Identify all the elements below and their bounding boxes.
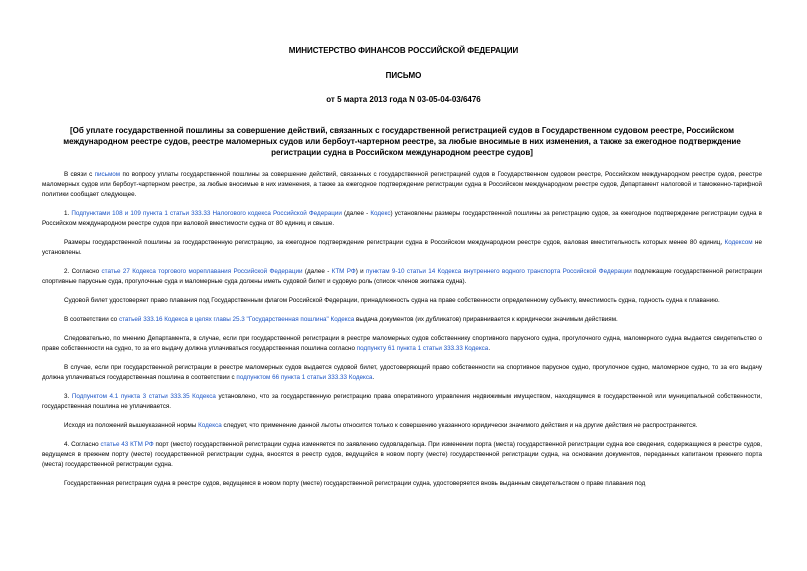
- paragraph-text: В случае, если при государственной регистрации в реестре маломерных судов выдается судовой билет, удостоверяющий право собственности на спортивное парусное судно, прогулочное судно, маломерное судно, то за его выдачу должна уплачиваться государственная пошлина в соответствии с: [42, 364, 762, 381]
- document-link[interactable]: пунктам 9-10 статьи 14 Кодекса внутреннего водного транспорта Российской Федерации: [366, 268, 632, 275]
- document-link[interactable]: статье 43 КТМ РФ: [100, 441, 154, 448]
- document-body: [42, 170, 762, 489]
- paragraph: [42, 392, 762, 412]
- paragraph: [42, 440, 762, 470]
- paragraph-text: выдача документов (их дубликатов) приравнивается к юридически значимым действиям.: [354, 316, 618, 323]
- paragraph-text: ) установлены размеры государственной пошлины за регистрацию судов, за ежегодное подтверждение регистрации судна в Российском международном реестре судов при валовой вместимости судна от 80 единиц и свыше.: [42, 210, 763, 227]
- paragraph-text: по вопросу уплаты государственной пошлины за совершение действий, связанных с государственной регистрацией судов в Государственном судовом реестре, Российском международном реестре судов, реестре маломерных судов или бербоут-чартерном реестре, за любые вносимые в них изменения, а также за ежегодное подтверждение регистрации судна в Российском международном реестре судов, Департамент налоговой и таможенно-тарифной политики сообщает следующее.: [42, 171, 762, 198]
- paragraph-text: следует, что применение данной льготы относится только к совершению указанного юридически значимого действия и на другие действия не распространяется.: [221, 422, 698, 429]
- paragraph-text: Размеры государственной пошлины за государственную регистрацию, за ежегодное подтверждение регистрации судна в Российском международном реестре судов, валовая вместительность которых менее 80 единиц,: [64, 239, 725, 246]
- paragraph: [42, 421, 762, 431]
- paragraph-text: Судовой билет удостоверяет право плавания под Государственным флагом Российской Федерации, принадлежность судна на праве собственности определенному субъекту, вместимость судна, годность судна к плаванию.: [64, 297, 720, 304]
- paragraph: [42, 238, 762, 258]
- paragraph: [42, 363, 762, 383]
- paragraph-text: 2. Согласно: [64, 268, 102, 275]
- paragraph-text: Исходя из положений вышеуказанной нормы: [64, 422, 199, 429]
- paragraph-text: порт (место) государственной регистрации судна изменяется по заявлению судовладельца. При изменении порта (места) государственной регистрации судна все сведения, содержащиеся в реестре судов, ведущемся в прежнем порту (месте) государственной регистрации судна, вносятся в реестр судов, ведущийся в новом порту (месте) государственной регистрации судна, на основании документов, переданных капитаном прежнего порта (места) государственной регистрации судна.: [42, 441, 763, 468]
- document-title: [Об уплате государственной пошлины за совершение действий, связанных с государственной регистрацией судов в Государственном судовом реестре, Российском международном реестре судов, реестре маломерных судов или бербоут-чартерном реестре, за любые вносимые в них изменения, а также за ежегодное подтверждение регистрации судна в Российском международном реестре судов]: [63, 126, 741, 157]
- document-link[interactable]: статьей 333.16 Кодекса в целях главы 25.3 "Государственная пошлина" Кодекса: [118, 316, 355, 323]
- paragraph-text: Государственная регистрация судна в реестре судов, ведущемся в новом порту (месте) государственной регистрации судна, удостоверяется вновь выданным свидетельством о праве плавания под: [64, 480, 646, 487]
- paragraph: [42, 315, 762, 325]
- document-type: ПИСЬМО: [385, 71, 422, 80]
- paragraph: [42, 296, 762, 306]
- paragraph-text: (далее -: [302, 268, 332, 275]
- paragraph: [42, 209, 762, 229]
- paragraph-text: .: [488, 345, 491, 352]
- paragraph-text: В соответствии со: [64, 316, 119, 323]
- paragraph: [42, 170, 762, 200]
- paragraph: [42, 267, 762, 287]
- document-link[interactable]: подпункту 61 пункта 1 статьи 333.33 Кодекса: [356, 345, 489, 352]
- paragraph-text: 4. Согласно: [64, 441, 101, 448]
- document-link[interactable]: письмом: [94, 171, 121, 178]
- document-link[interactable]: статье 27 Кодекса торгового мореплавания Российской Федерации: [101, 268, 303, 275]
- paragraph-text: 1.: [64, 210, 72, 217]
- paragraph-text: Следовательно, по мнению Департамента, в случае, если при государственной регистрации в реестре маломерных судов собственнику спортивного парусного судна, прогулочного судна, маломерного судна выдается свидетельство о праве собственности на судно, то за его выдачу должна уплачиваться государственная пошлина согласно: [42, 335, 762, 352]
- paragraph-text: установлено, что за государственную регистрацию права оперативного управления недвижимым имуществом, находящимся в государственной или муниципальной собственности, государственная пошлина не уплачивается.: [42, 393, 762, 410]
- paragraph-text: 3.: [64, 393, 72, 400]
- paragraph-text: не установлены.: [42, 239, 762, 256]
- document-link[interactable]: Кодекс: [370, 210, 391, 217]
- ministry-heading: МИНИСТЕРСТВО ФИНАНСОВ РОССИЙСКОЙ ФЕДЕРАЦИИ: [288, 46, 519, 55]
- paragraph-text: .: [372, 374, 375, 381]
- paragraph-text: ) и: [355, 268, 367, 275]
- document-link[interactable]: Подпунктом 4.1 пункта 3 статьи 333.35 Кодекса: [71, 393, 216, 400]
- document-link[interactable]: КТМ РФ: [331, 268, 356, 275]
- paragraph-text: В связи с: [64, 171, 95, 178]
- document-link[interactable]: подпунктом 66 пункта 1 статьи 333.33 Кодекса: [236, 374, 373, 381]
- document-link[interactable]: Кодексом: [724, 239, 753, 246]
- paragraph-text: (далее -: [341, 210, 371, 217]
- paragraph: [42, 334, 762, 354]
- paragraph: [42, 479, 762, 489]
- document-link[interactable]: Подпунктами 108 и 109 пункта 1 статьи 333.33 Налогового кодекса Российской Федерации: [71, 210, 342, 217]
- document-link[interactable]: Кодекса: [198, 422, 222, 429]
- document-date-number: от 5 марта 2013 года N 03-05-04-03/6476: [326, 95, 481, 104]
- paragraph-text: подлежащие государственной регистрации спортивные парусные суда, прогулочные суда и маломерные суда должны иметь судовой билет и судовую роль (список членов экипажа судна).: [42, 268, 763, 285]
